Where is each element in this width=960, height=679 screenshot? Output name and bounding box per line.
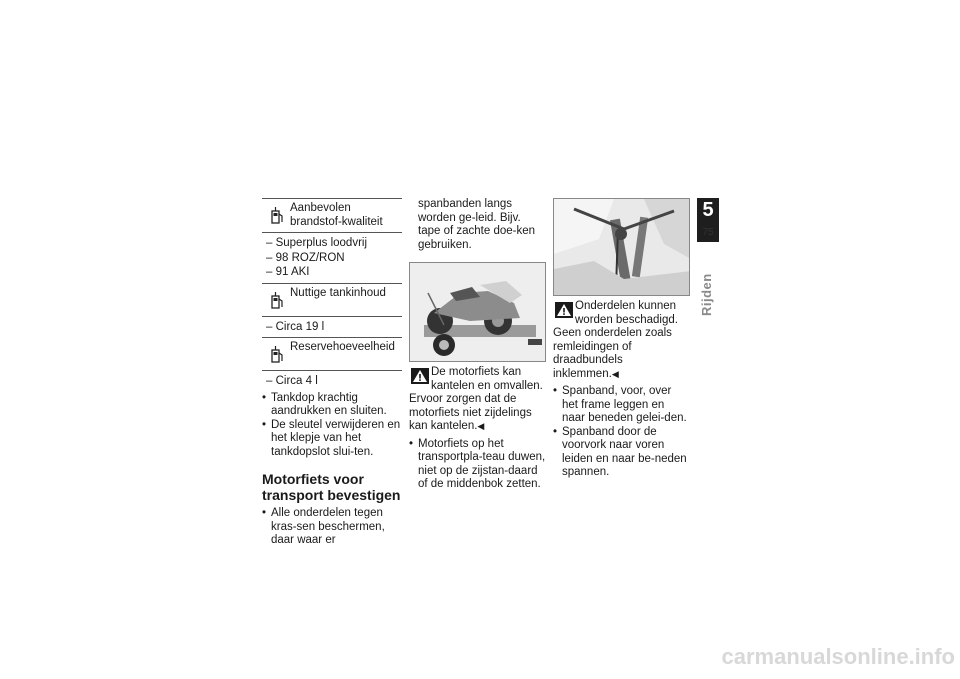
fuel-pump-icon (270, 292, 284, 310)
fuel-pump-icon (270, 346, 284, 364)
spec-value: – Circa 4 l (266, 375, 402, 389)
spec-label: Reservehoeveelheid (290, 341, 395, 353)
watermark: carmanualsonline.info (721, 644, 955, 669)
column-1 (262, 198, 402, 548)
spec-value: – 91 AKI (266, 266, 402, 280)
spec-label: Aanbevolen brandstof-kwaliteit (290, 202, 383, 228)
list-item: • De sleutel verwijderen en het klepje van het tankdopslot slui-ten. (262, 419, 402, 460)
list-item: • Spanband, voor, over het frame leggen en naar beneden gelei-den. (553, 385, 690, 426)
spec-value: – Circa 19 l (266, 321, 402, 335)
page-number: 75 (702, 227, 714, 238)
spec-box-fuel-quality (262, 198, 402, 233)
list-item: • Alle onderdelen tegen kras-sen beschermen, daar waar er (262, 507, 402, 548)
spec-box-tank-capacity (262, 283, 402, 317)
warning-text: Geen onderdelen zoals remleidingen of draadbundels inklemmen. ◀ (553, 327, 690, 381)
section-heading: Motorfiets voor transport bevestigen (262, 471, 401, 503)
warning-title: Onderdelen kunnen worden beschadigd. (575, 300, 678, 326)
photo-front-fork-strap (553, 198, 690, 296)
column-3 (553, 198, 690, 480)
photo-motorcycle-on-trailer (409, 262, 546, 362)
warning-block (553, 300, 690, 327)
spec-box-reserve (262, 337, 402, 371)
warning-text: Ervoor zorgen dat de motorfiets niet zijdelings kan kantelen. ◀ (409, 393, 546, 434)
list-item: • Motorfiets op het transportpla-teau duwen, niet op de zijstan-daard of de middenbok zetten. (409, 438, 546, 492)
section-label: Rijden (699, 273, 714, 316)
warning-block (409, 366, 546, 393)
spec-value: – Superplus loodvrij (266, 237, 402, 251)
column-2 (409, 198, 546, 492)
motorcycle-trailer-image (410, 263, 546, 362)
fuel-pump-icon (270, 207, 284, 225)
warning-title: De motorfiets kan kantelen en omvallen. (431, 366, 543, 392)
warning-triangle-icon (555, 302, 573, 318)
list-item: • Spanband door de voorvork naar voren leiden en naar be-neden spannen. (553, 426, 690, 480)
front-fork-image (554, 199, 690, 296)
list-item: • Tankdop krachtig aandrukken en sluiten. (262, 392, 402, 419)
spec-value: – 98 ROZ/RON (266, 252, 402, 266)
warning-triangle-icon (411, 368, 429, 384)
spec-label: Nuttige tankinhoud (290, 286, 386, 299)
paragraph: spanbanden langs worden ge-leid. Bijv. tape of zachte doe-ken gebruiken. (418, 198, 535, 251)
chapter-number: 5 (702, 199, 714, 221)
